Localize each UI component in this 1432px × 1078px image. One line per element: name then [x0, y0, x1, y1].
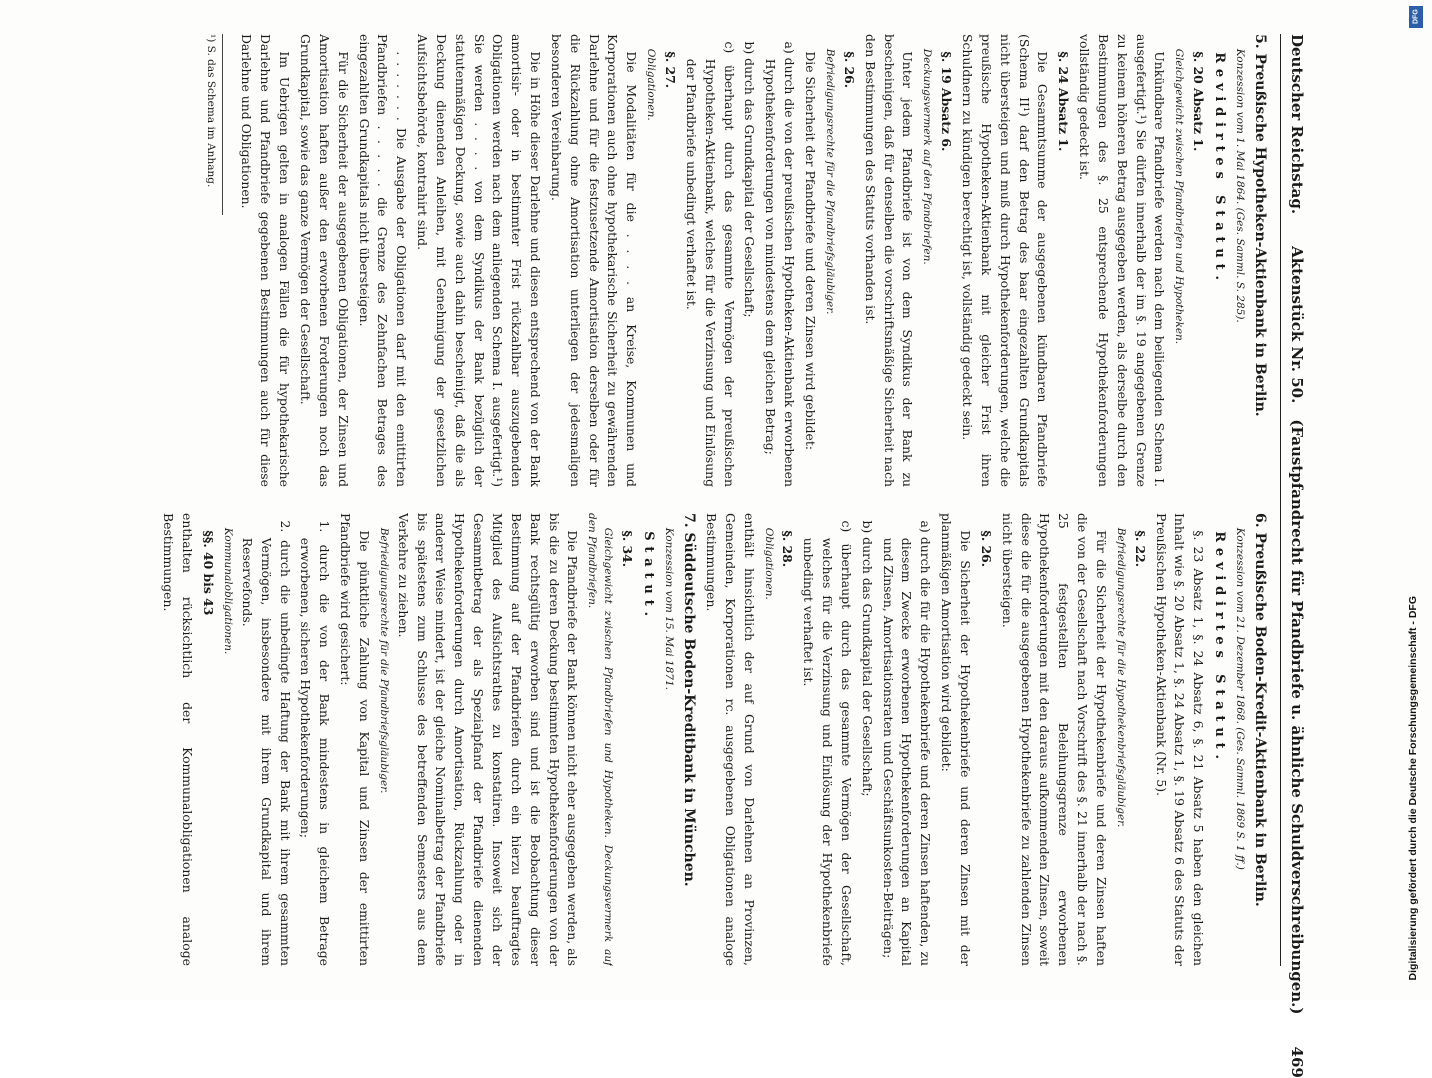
sec5-p27-text-2: Die in Höhe dieser Darlehne und diesen entsprechend von der Bank amortisir- oder in bestimmter Frist rückzahlbar auszugebenden Obligationen werden nach dem anliegenden Schema I. ausgefertigt.¹) Sie werden . . . . von dem Syndikus der Bank bezüglich der statutenmäßigen Deckung, sowie auch dahin bescheinigt, daß die als Deckung dienenden Anleihen, mit Genehmigung der gesetzlichen Aufsichtsbehörde, kontrahirt sind.	[415, 34, 544, 487]
sec5-p26-item-b: b) durch das Grundkapital der Gesellschaft;	[742, 41, 758, 318]
sec5-p20-caption: Gleichgewicht zwischen Pfandbriefen und Hypotheken.	[1173, 48, 1186, 345]
sec6-p28-caption: Obligationen.	[762, 527, 775, 600]
sec5-p19-heading: §. 19 Absatz 6.	[939, 51, 955, 152]
running-head	[1280, 34, 1308, 1078]
sec6-intro: §. 23 Absatz 1, §. 24 Absatz 6, §. 21 Absatz 5 haben den gleichen Inhalt wie §. 20 Absatz 1, §. 24 Absatz 1, §. 19 Absatz 6 des Statuts der Preußischen Hypotheken-Aktienbank (Nr. 5).	[1153, 513, 1207, 966]
sec6-p28-heading: §. 28.	[780, 530, 796, 568]
header-right: (Faustpfandrecht für Pfandbriefe u. ähnliche Schuldverschreibungen.)	[1288, 419, 1306, 1015]
sec7-p34-text: Die Pfandbriefe der Bank können nicht eher ausgegeben werden, als bis die zu deren Deckung bestimmten Hypothekenforderungen von der Bank rechtsgültig erworben sind und ist die Beobachtung dieser Bestimmung auf der Pfandbriefen durch ein hierzu beauftragtes Mitglied des Aufsichtsrathes zu konstatiren. Insoweit sich der Gesammtbetrag der als Spezialpfand der Pfandbriefe dienenden Hypothekenforderungen durch Amortisation, Rückzahlung oder in anderer Weise mindert, ist der gleiche Nominalbetrag der Pfandbriefe bis spätestens zum Schlusse des betreffenden Semesters aus dem Verkehre zu ziehen.	[395, 513, 581, 966]
sec5-p27-caption: Obligationen.	[645, 48, 658, 121]
section-7-statut: Statut.	[640, 531, 656, 622]
dfg-logo: DFG	[1409, 6, 1423, 28]
sec7-p34-caption: Gleichgewicht zwischen Pfandbriefen und Hypotheken. Deckungsvermerk auf den Pfandbriefen.	[586, 513, 615, 966]
sec5-p27-text-5: Im Uebrigen gelten in analogen Fällen die für hypothekarische Darlehne und Pfandbriefe gegebenen Bestimmungen auch für diese Darlehne und Obligationen.	[239, 34, 293, 487]
sec5-p26-intro: Die Sicherheit der Pfandbriefe und deren Zinsen wird gebildet:	[803, 51, 819, 451]
credit-text: Digitalisierung gefördert durch die Deutsche Forschungsgemeinschaft - DFG	[1407, 595, 1419, 980]
sec6-p26-item-c: c) überhaupt durch das gesammte Vermögen der Gesellschaft, welches für die Verzinsung und Einlösung der Hypothekenbriefe unbedingt verhaftet ist.	[801, 520, 854, 966]
sec5-p27-heading: §. 27.	[663, 51, 679, 89]
sec5-p26-item-a: a) durch die von der preußischen Hypotheken-Aktienbank erworbenen Hypothekenforderungen von mindestens dem gleichen Betrag;	[763, 41, 798, 487]
sec7-item-2: 2. durch die unbedingte Haftung der Bank mit ihrem gesammten Vermögen, insbesondere mit ihrem Grundkapital und ihrem Reservefonds.	[239, 520, 293, 966]
sec6-p26-item-b: b) durch das Grundkapital der Gesellschaft;	[859, 520, 875, 797]
sec6-p28-text: enthält hinsichtlich der auf Grund von Darlehnen an Provinzen, Gemeinden, Korporationen rc. ausgegebenen Obligationen analoge Bestimmungen.	[703, 513, 757, 966]
sec5-p24-heading: §. 24 Absatz 1.	[1056, 51, 1072, 152]
header-center: Aktenstück Nr. 50.	[1288, 246, 1306, 404]
sec7-caption-3: Kommunalobligationen.	[222, 527, 235, 655]
sec6-p26-heading: §. 26.	[978, 530, 994, 568]
section-6-title: 6. Preußische Boden-Kredit-Aktienbank in Berlin.	[1252, 513, 1269, 907]
sec5-p26-item-c: c) überhaupt durch das gesammte Vermögen der preußischen Hypotheken-Aktienbank, welches für die Verzinsung und Einlösung der Pfandbriefe unbedingt verhaftet ist.	[683, 41, 737, 487]
sec6-p22-text: Für die Sicherheit der Hypothekenbriefe und deren Zinsen haften die von der Gesellschaft nach Vorschrift des §. 21 innerhalb der nach §. 25 festgestellten Beleihungsgrenze erworbenen Hypothekenforderungen mit den daraus aufkommenden Zinsen, soweit diese die für die ausgegebenen Hypothekenbriefe zu zahlenden Zinsen nicht übersteigen.	[999, 513, 1109, 966]
sec5-p27-text-4: Für die Sicherheit der ausgegebenen Obligationen, der Zinsen und Amortisation haften außer den erworbenen Forderungen noch das Grundkapital, sowie das ganze Vermögen der Gesellschaft.	[297, 34, 351, 487]
left-column	[65, 34, 1270, 487]
sec6-p26-item-a: a) durch die für die Hypothekenbriefe und deren Zinsen haftenden, zu diesem Zwecke erworbenen Hypothekenforderungen an Kapital und Zinsen, Amortisationsraten und Geschäftsunkosten-Beiträgen;	[880, 520, 934, 966]
footnote: ¹) S. das Schema im Anhang.	[202, 34, 223, 215]
section-6-concession: Konzession vom 21. Dezember 1868. (Ges. Samml. 1869 S. 1 ff.)	[1233, 527, 1246, 870]
sec5-p26-heading: §. 26.	[841, 51, 857, 89]
sec5-p20-text: Unkündbare Pfandbriefe werden nach dem beiliegenden Schema I. ausgefertigt.¹) Sie dürfen innerhalb der im §. 19 angegebenen Grenze zu keinem höheren Betrag ausgegeben werden, als derselbe durch den Bestimmungen des §. 25 entsprechende Hypothekenforderungen vollständig gedeckt ist.	[1077, 34, 1168, 487]
sec5-p20-heading: §. 20 Absatz 1.	[1191, 51, 1207, 152]
header-left: Deutscher Reichstag.	[1288, 34, 1306, 215]
sec5-p19-text: Unter jedem Pfandbriefe ist von dem Syndikus der Bank zu bescheinigen, daß für denselben die vorschriftsmäßige Sicherheit nach den Bestimmungen des Statuts vorhanden ist.	[862, 34, 916, 487]
sec6-p22-caption: Befriedigungsrechte für die Hypothekenbriefsgläubiger.	[1114, 527, 1127, 828]
section-5-statut: Revidirtes Statut.	[1211, 52, 1227, 286]
sec7-p34-heading: §. 34.	[620, 530, 636, 568]
sec7-text-3: enthalten rücksichtlich der Kommunalobligationen analoge Bestimmungen.	[161, 513, 196, 966]
section-7-concession: Konzession vom 15. Mai 1871.	[662, 527, 675, 690]
sec5-p27-text-1: Die Modalitäten für die . . . . an Kreise, Kommunen und Korporationen auch ohne hypothekarische Sicherheit zu gewährenden Darlehne und für die festzusetzende Amortisation derselben oder für die Rückzahlung ohne Amortisation unterliegen der jedesmaligen besonderen Vereinbarung.	[548, 34, 640, 487]
sec5-p27-text-3: . . . . . . . Die Ausgabe der Obligationen darf mit den emittirten Pfandbriefen . . . . . die Grenze des Zehnfachen Betrages des eingezahlten Grundkapitals nicht übersteigen.	[356, 34, 410, 487]
sec6-p26-intro: Die Sicherheit der Hypothekenbriefe und deren Zinsen mit der planmäßigen Amortisation wird gebildet:	[939, 513, 973, 966]
sec7-p40-heading: §§. 40 bis 43	[201, 530, 217, 616]
page-number: 469	[1288, 1046, 1306, 1078]
sec7-caption-2: Befriedigungsrechte für die Pfandbriefsgläubiger.	[377, 527, 390, 794]
section-6-statut: Revidirtes Statut.	[1211, 531, 1227, 765]
section-5-concession: Konzession vom 1. Mai 1864. (Ges. Samml. S. 285).	[1233, 48, 1246, 323]
digitization-credit	[1402, 20, 1424, 980]
sec6-p22-heading: §. 22.	[1132, 530, 1148, 568]
section-5-title: 5. Preußische Hypotheken-Aktienbank in Berlin.	[1252, 34, 1269, 417]
sec7-text-2: Die pünktliche Zahlung von Kapital und Zinsen der emittirten Pfandbriefe wird gesichert:	[338, 513, 372, 966]
sec5-p19-caption: Deckungsvermerk auf den Pfandbriefen.	[921, 48, 934, 265]
right-column	[65, 513, 1270, 966]
sec5-p24-text: Die Gesammtsumme der ausgegebenen kündbaren Pfandbriefe (Schema II¹) darf den Betrag des baar eingezahlten Grundkapitals nicht übersteigen und muß durch Hypothekenforderungen, welche die preußische Hypotheken-Aktienbank mit gleicher Frist ihren Schuldnern zu kündigen berechtigt ist, vollständig gedeckt sein.	[960, 34, 1051, 487]
sec5-p26-caption: Befriedigungsrechte für die Pfandbriefsgläubiger.	[823, 48, 836, 315]
section-7-title: 7. Süddeutsche Boden-Kreditbank in München.	[681, 513, 698, 887]
sec7-item-1: 1. durch die von der Bank mindestens in gleichem Betrage erworbenen, sicheren Hypothekenforderungen;	[298, 520, 333, 966]
